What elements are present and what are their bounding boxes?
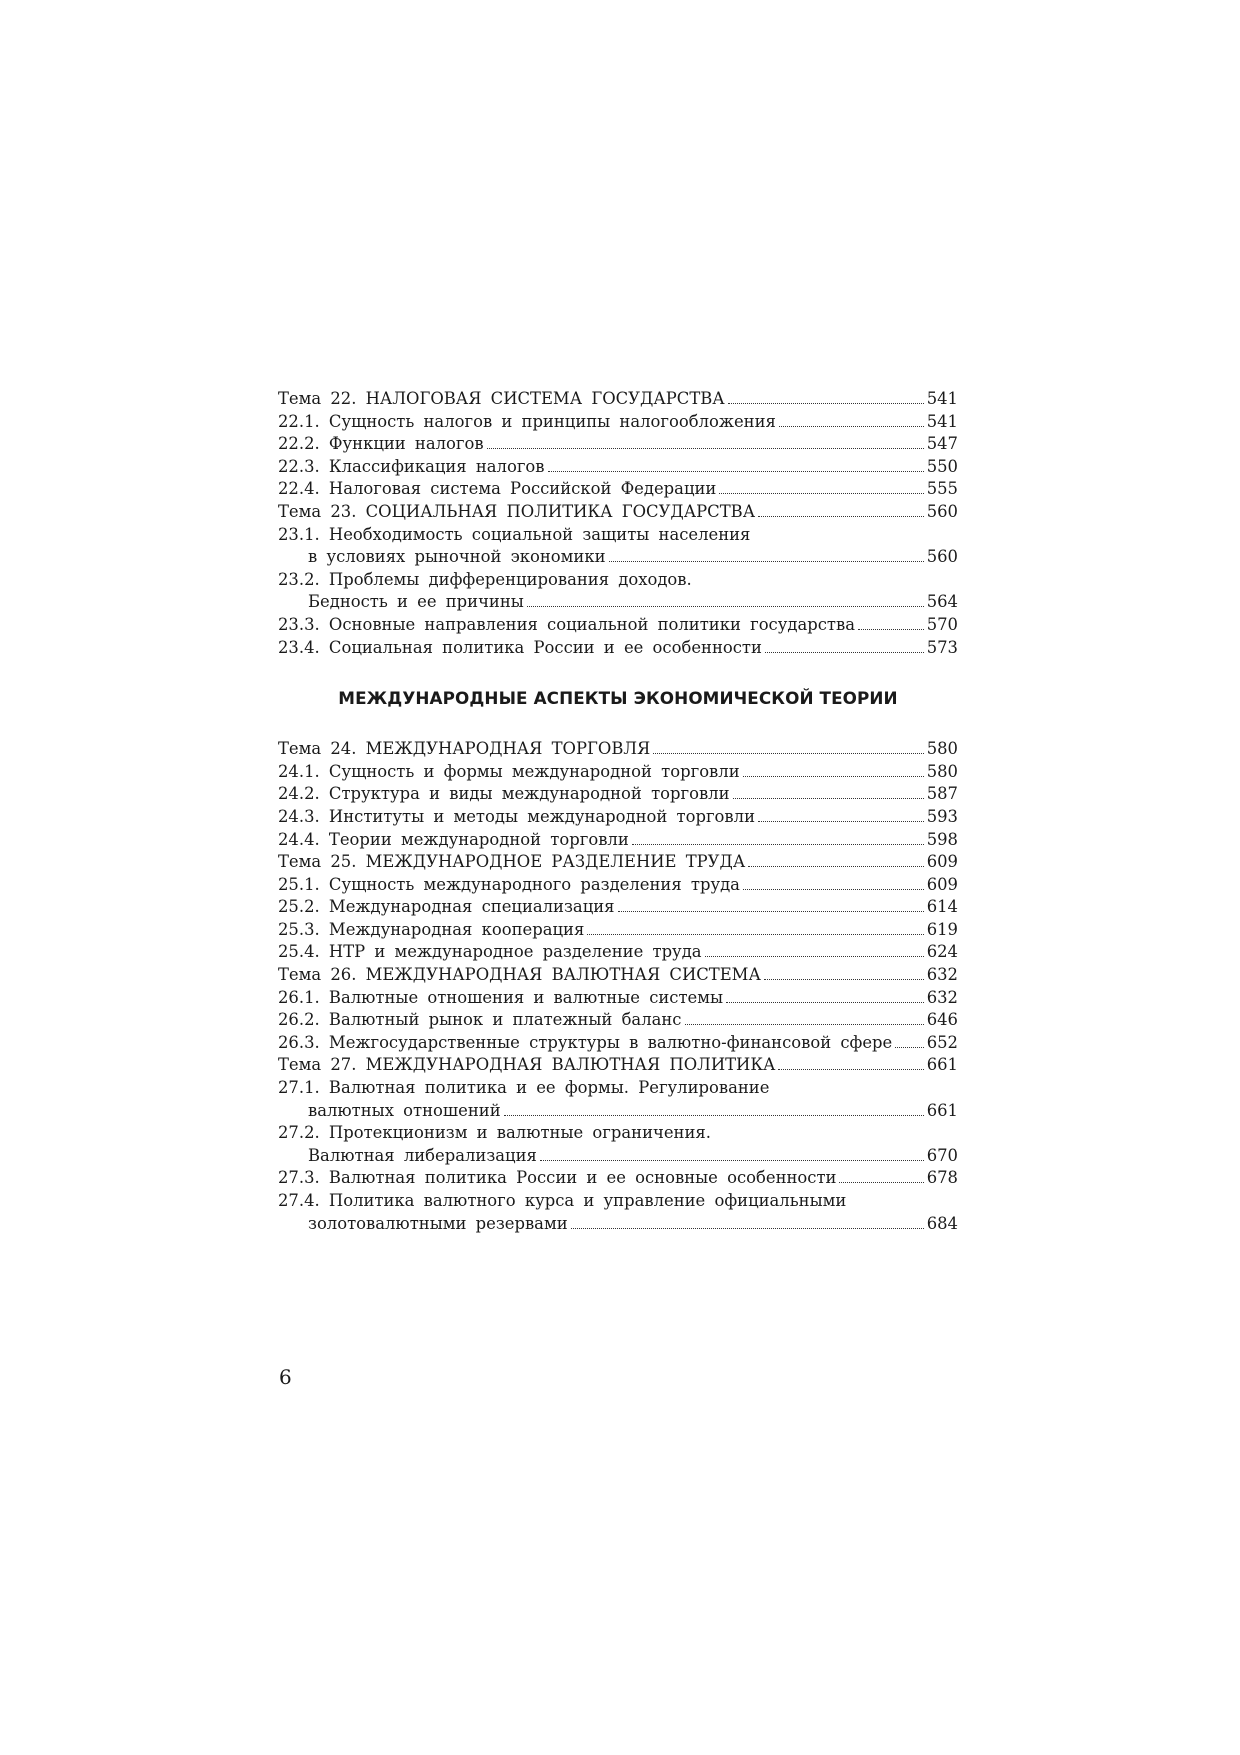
toc-entry-continuation (278, 1145, 958, 1168)
toc-entry-page: 632 (926, 987, 958, 1007)
toc-entry (278, 1122, 958, 1145)
dot-leader (632, 844, 924, 845)
toc-entry (278, 851, 958, 874)
toc-entry-page: 580 (926, 739, 958, 759)
toc-entry-title: 25.1. Сущность международного разделения труда (278, 874, 740, 894)
dot-leader (548, 471, 924, 472)
dot-leader (758, 821, 924, 822)
toc-entry (278, 569, 958, 592)
dot-leader (839, 1182, 923, 1183)
toc-entry (278, 1032, 958, 1055)
dot-leader (733, 798, 924, 799)
toc-entry (278, 1009, 958, 1032)
toc-entry-page: 580 (926, 761, 958, 781)
dot-leader (858, 629, 924, 630)
dot-leader (758, 516, 924, 517)
toc-block-part1 (278, 388, 958, 659)
toc-entry-title: Тема 24. МЕЖДУНАРОДНАЯ ТОРГОВЛЯ (278, 739, 651, 759)
toc-entry-page: 541 (926, 389, 958, 408)
toc-entry-title: 27.1. Валютная политика и ее формы. Регулирование (278, 1078, 770, 1098)
toc-entry-title: 24.1. Сущность и формы международной торговли (278, 761, 740, 781)
toc-entry-page: 632 (926, 965, 958, 985)
toc-entry-page: 684 (926, 1213, 958, 1233)
toc-entry-title: Тема 25. МЕЖДУНАРОДНОЕ РАЗДЕЛЕНИЕ ТРУДА (278, 852, 746, 872)
dot-leader (778, 1069, 923, 1070)
dot-leader (653, 753, 923, 754)
toc-entry-continuation (278, 1100, 958, 1123)
toc-entry (278, 738, 958, 761)
toc-entry-page: 564 (926, 592, 958, 612)
toc-entry (278, 761, 958, 784)
toc-entry (278, 941, 958, 964)
toc-entry-title: Тема 23. СОЦИАЛЬНАЯ ПОЛИТИКА ГОСУДАРСТВА (278, 501, 756, 521)
dot-leader (587, 934, 923, 935)
toc-entry-title: 22.1. Сущность налогов и принципы налогообложения (278, 411, 776, 431)
toc-entry (278, 478, 958, 501)
toc-entry-title: 24.2. Структура и виды международной торговли (278, 784, 730, 804)
toc-entry (278, 433, 958, 456)
section-heading: МЕЖДУНАРОДНЫЕ АСПЕКТЫ ЭКОНОМИЧЕСКОЙ ТЕОРИИ (338, 688, 898, 709)
toc-entry-page: 661 (926, 1055, 958, 1075)
toc-entry (278, 388, 958, 411)
toc-entry (278, 987, 958, 1010)
toc-entry (278, 829, 958, 852)
toc-entry-page: 560 (926, 547, 958, 567)
dot-leader (504, 1115, 924, 1116)
toc-entry-page: 609 (926, 874, 958, 894)
toc-entry-page: 573 (926, 637, 958, 657)
toc-entry-title: 27.2. Протекционизм и валютные ограничения. (278, 1123, 711, 1143)
toc-entry (278, 614, 958, 637)
toc-entry-title: 24.4. Теории международной торговли (278, 829, 629, 849)
dot-leader (895, 1047, 923, 1048)
toc-entry-title: 22.2. Функции налогов (278, 434, 484, 454)
dot-leader (540, 1160, 924, 1161)
toc-entry-page: 652 (926, 1032, 958, 1052)
toc-entry (278, 783, 958, 806)
dot-leader (765, 652, 924, 653)
toc-entry-page: 678 (926, 1168, 958, 1188)
toc-entry-title: золотовалютными резервами (308, 1213, 568, 1233)
dot-leader (726, 1002, 924, 1003)
toc-entry (278, 964, 958, 987)
toc-entry-title: 24.3. Институты и методы международной торговли (278, 806, 755, 826)
toc-entry-title: 27.4. Политика валютного курса и управление официальными (278, 1191, 847, 1210)
toc-entry (278, 1190, 958, 1213)
toc-entry-page: 560 (926, 501, 958, 521)
toc-entry-title: Валютная либерализация (308, 1145, 537, 1165)
toc-entry-page: 661 (926, 1100, 958, 1120)
toc-entry (278, 524, 958, 547)
dot-leader (609, 561, 924, 562)
toc-entry-page: 646 (926, 1010, 958, 1030)
dot-leader (705, 956, 924, 957)
dot-leader (764, 979, 924, 980)
toc-entry-page: 598 (926, 829, 958, 849)
toc-entry-page: 593 (926, 806, 958, 826)
toc-entry-title: 23.2. Проблемы дифференцирования доходов. (278, 569, 692, 589)
toc-entry-continuation (278, 591, 958, 614)
toc-entry-page: 547 (926, 434, 958, 454)
dot-leader (685, 1024, 924, 1025)
toc-entry-continuation (278, 1213, 958, 1236)
toc-entry-title: Тема 22. НАЛОГОВАЯ СИСТЕМА ГОСУДАРСТВА (278, 389, 725, 408)
toc-entry (278, 501, 958, 524)
page-number: 6 (279, 1365, 292, 1389)
toc-entry-title: 25.4. НТР и международное разделение труда (278, 942, 702, 962)
toc-entry-title: в условиях рыночной экономики (308, 547, 606, 567)
dot-leader (748, 866, 923, 867)
toc-entry-title: 26.1. Валютные отношения и валютные системы (278, 987, 724, 1007)
toc-entry-title: Тема 27. МЕЖДУНАРОДНАЯ ВАЛЮТНАЯ ПОЛИТИКА (278, 1055, 776, 1075)
toc-entry-page: 670 (926, 1145, 958, 1165)
toc-entry-page: 587 (926, 784, 958, 804)
toc-entry (278, 411, 958, 434)
toc-entry-continuation (278, 546, 958, 569)
toc-block-part2 (278, 738, 958, 1235)
dot-leader (527, 606, 924, 607)
toc-entry-page: 614 (926, 897, 958, 917)
toc-entry-title: Бедность и ее причины (308, 592, 524, 612)
toc-entry (278, 919, 958, 942)
toc-entry-title: 23.1. Необходимость социальной защиты населения (278, 524, 751, 544)
dot-leader (743, 889, 924, 890)
table-of-contents (278, 388, 958, 1235)
toc-entry (278, 1077, 958, 1100)
toc-entry-page: 619 (926, 919, 958, 939)
toc-entry-page: 555 (926, 479, 958, 499)
dot-leader (779, 426, 924, 427)
dot-leader (571, 1228, 924, 1229)
toc-entry (278, 806, 958, 829)
dot-leader (618, 911, 924, 912)
toc-entry-title: Тема 26. МЕЖДУНАРОДНАЯ ВАЛЮТНАЯ СИСТЕМА (278, 965, 761, 985)
toc-entry (278, 456, 958, 479)
toc-entry-title: 25.2. Международная специализация (278, 897, 615, 917)
toc-entry-title: 26.3. Межгосударственные структуры в валютно-финансовой сфере (278, 1032, 893, 1052)
toc-entry (278, 896, 958, 919)
dot-leader (743, 776, 924, 777)
toc-entry-title: 23.4. Социальная политика России и ее особенности (278, 637, 762, 657)
toc-entry-title: 26.2. Валютный рынок и платежный баланс (278, 1010, 682, 1030)
toc-entry-page: 570 (926, 614, 958, 634)
dot-leader (719, 493, 923, 494)
toc-entry-page: 624 (926, 942, 958, 962)
toc-entry-page: 609 (926, 852, 958, 872)
toc-entry (278, 637, 958, 660)
toc-entry-title: 23.3. Основные направления социальной политики государства (278, 614, 855, 634)
toc-entry-title: валютных отношений (308, 1100, 501, 1120)
toc-entry (278, 1054, 958, 1077)
dot-leader (728, 403, 924, 404)
toc-entry-page: 541 (926, 411, 958, 431)
dot-leader (487, 448, 924, 449)
toc-entry-title: 25.3. Международная кооперация (278, 919, 585, 939)
toc-entry-title: 22.4. Налоговая система Российской Федерации (278, 479, 717, 499)
toc-entry-title: 27.3. Валютная политика России и ее основные особенности (278, 1168, 837, 1188)
toc-entry-page: 550 (926, 456, 958, 476)
toc-entry (278, 1167, 958, 1190)
toc-entry-title: 22.3. Классификация налогов (278, 456, 545, 476)
toc-entry (278, 874, 958, 897)
